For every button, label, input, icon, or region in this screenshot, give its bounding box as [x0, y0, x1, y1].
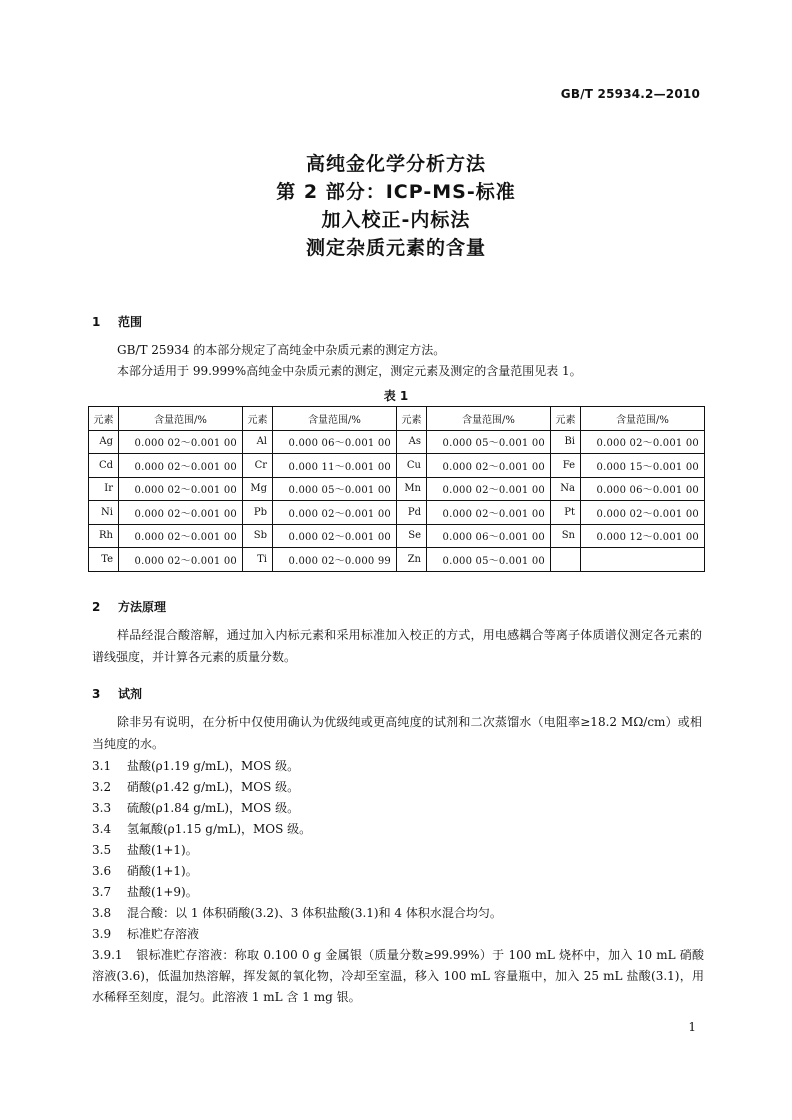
range-cell: 0.000 06～0.001 00 [427, 524, 551, 548]
range-cell [581, 548, 705, 572]
item-number: 3.9.1 [92, 948, 123, 962]
item-text: 硝酸(1+1)。 [127, 864, 198, 878]
table-header-row [89, 407, 705, 431]
page-number: 1 [688, 1020, 696, 1034]
item-number: 3.6 [92, 864, 112, 878]
item-number: 3.7 [92, 885, 112, 899]
range-cell: 0.000 11～0.001 00 [273, 454, 397, 478]
element-cell: Cu [397, 454, 427, 478]
item-number: 3.3 [92, 801, 112, 815]
list-item [92, 882, 704, 903]
range-cell: 0.000 05～0.001 00 [427, 548, 551, 572]
item-text: 标准贮存溶液 [127, 927, 200, 941]
range-cell: 0.000 02～0.001 00 [581, 430, 705, 454]
section-1-title: 范围 [118, 315, 143, 329]
range-cell: 0.000 15～0.001 00 [581, 454, 705, 478]
range-cell: 0.000 12～0.001 00 [581, 524, 705, 548]
element-cell: Rh [89, 524, 119, 548]
table-row [89, 477, 705, 501]
element-cell: As [397, 430, 427, 454]
element-cell: Ir [89, 477, 119, 501]
header-range: 含量范围/% [273, 407, 397, 431]
reagent-list [92, 756, 704, 1008]
header-range: 含量范围/% [119, 407, 243, 431]
element-cell: Pb [243, 501, 273, 525]
item-number: 3.9 [92, 927, 112, 941]
header-range: 含量范围/% [581, 407, 705, 431]
item-text: 盐酸(1+9)。 [127, 885, 198, 899]
element-cell: Mn [397, 477, 427, 501]
range-cell: 0.000 05～0.001 00 [273, 477, 397, 501]
section-1-number: 1 [92, 315, 101, 329]
element-cell: Sb [243, 524, 273, 548]
range-cell: 0.000 02～0.001 00 [427, 477, 551, 501]
range-cell: 0.000 02～0.001 00 [273, 524, 397, 548]
title-line-4: 测定杂质元素的含量 [305, 237, 486, 259]
range-cell: 0.000 02～0.001 00 [119, 477, 243, 501]
range-cell: 0.000 02～0.001 00 [119, 430, 243, 454]
range-cell: 0.000 02～0.001 00 [273, 501, 397, 525]
header-element: 元素 [397, 407, 427, 431]
range-cell: 0.000 02～0.000 99 [273, 548, 397, 572]
section-2-paragraph-1: 样品经混合酸溶解，通过加入内标元素和采用标准加入校正的方式，用电感耦合等离子体质谱仪测定各元素的谱线强度，并计算各元素的质量分数。 [92, 628, 702, 664]
element-cell: Se [397, 524, 427, 548]
list-item [92, 861, 704, 882]
section-1-paragraph-2: 本部分适用于 99.999%高纯金中杂质元素的测定，测定元素及测定的含量范围见表 1。 [117, 364, 582, 378]
section-2-title: 方法原理 [118, 600, 167, 614]
range-cell: 0.000 06～0.001 00 [581, 477, 705, 501]
item-text: 盐酸(ρ1.19 g/mL)，MOS 级。 [127, 759, 300, 773]
element-cell: Ti [243, 548, 273, 572]
table-row [89, 501, 705, 525]
item-number: 3.8 [92, 906, 112, 920]
item-number: 3.2 [92, 780, 112, 794]
element-cell: Al [243, 430, 273, 454]
section-3-number: 3 [92, 687, 101, 701]
element-cell: Cd [89, 454, 119, 478]
element-range-table [88, 406, 705, 572]
list-item [92, 756, 704, 777]
element-cell [551, 548, 581, 572]
element-cell: Ag [89, 430, 119, 454]
list-item [92, 777, 704, 798]
section-1-paragraph-1: GB/T 25934 的本部分规定了高纯金中杂质元素的测定方法。 [117, 343, 446, 357]
header-range: 含量范围/% [427, 407, 551, 431]
range-cell: 0.000 02～0.001 00 [119, 501, 243, 525]
item-number: 3.5 [92, 843, 112, 857]
table-caption: 表 1 [383, 389, 409, 403]
element-cell: Pt [551, 501, 581, 525]
element-cell: Pd [397, 501, 427, 525]
range-cell: 0.000 02～0.001 00 [119, 548, 243, 572]
list-item [92, 945, 704, 1008]
table-row [89, 524, 705, 548]
list-item [92, 924, 704, 945]
standard-number: GB/T 25934.2—2010 [560, 87, 700, 101]
table-row [89, 454, 705, 478]
item-text: 硝酸(ρ1.42 g/mL)，MOS 级。 [127, 780, 300, 794]
section-3-paragraph-1: 除非另有说明，在分析中仅使用确认为优级纯或更高纯度的试剂和二次蒸馏水（电阻率≥18.2 MΩ/cm）或相当纯度的水。 [92, 715, 702, 751]
title-line-2: 第 2 部分：ICP-MS-标准 [276, 181, 516, 203]
element-cell: Fe [551, 454, 581, 478]
element-cell: Te [89, 548, 119, 572]
range-cell: 0.000 02～0.001 00 [119, 524, 243, 548]
element-cell: Bi [551, 430, 581, 454]
range-cell: 0.000 02～0.001 00 [119, 454, 243, 478]
item-number: 3.1 [92, 759, 112, 773]
element-cell: Sn [551, 524, 581, 548]
section-3-heading [92, 685, 142, 702]
item-text: 硫酸(ρ1.84 g/mL)，MOS 级。 [127, 801, 300, 815]
item-text: 盐酸(1+1)。 [127, 843, 198, 857]
document-title [0, 150, 792, 262]
range-cell: 0.000 06～0.001 00 [273, 430, 397, 454]
section-2-heading [92, 598, 166, 615]
list-item [92, 903, 704, 924]
section-2-number: 2 [92, 600, 101, 614]
range-cell: 0.000 02～0.001 00 [427, 501, 551, 525]
title-line-3: 加入校正-内标法 [321, 209, 471, 231]
header-element: 元素 [89, 407, 119, 431]
item-number: 3.4 [92, 822, 112, 836]
section-1-heading [92, 313, 142, 330]
range-cell: 0.000 02～0.001 00 [427, 454, 551, 478]
table-row [89, 548, 705, 572]
section-3-title: 试剂 [118, 687, 143, 701]
item-text: 氢氟酸(ρ1.15 g/mL)，MOS 级。 [127, 822, 312, 836]
item-text: 混合酸：以 1 体积硝酸(3.2)、3 体积盐酸(3.1)和 4 体积水混合均匀。 [127, 906, 502, 920]
element-cell: Cr [243, 454, 273, 478]
list-item [92, 840, 704, 861]
header-element: 元素 [243, 407, 273, 431]
table-row [89, 430, 705, 454]
title-line-1: 高纯金化学分析方法 [305, 153, 486, 175]
range-cell: 0.000 02～0.001 00 [581, 501, 705, 525]
header-element: 元素 [551, 407, 581, 431]
list-item [92, 819, 704, 840]
item-text: 银标准贮存溶液：称取 0.100 0 g 金属银（质量分数≥99.99%）于 100 mL 烧杯中，加入 10 mL 硝酸溶液(3.6)，低温加热溶解，挥发氮的氧化物，冷却至室温，移入 100 mL 容量瓶中，加入 25 mL 盐酸(3.1)，用水稀释至刻度，混匀。此溶液 1 mL 含 1 mg 银。 [92, 948, 704, 1004]
element-cell: Zn [397, 548, 427, 572]
element-cell: Na [551, 477, 581, 501]
element-cell: Mg [243, 477, 273, 501]
range-cell: 0.000 05～0.001 00 [427, 430, 551, 454]
list-item [92, 798, 704, 819]
element-cell: Ni [89, 501, 119, 525]
